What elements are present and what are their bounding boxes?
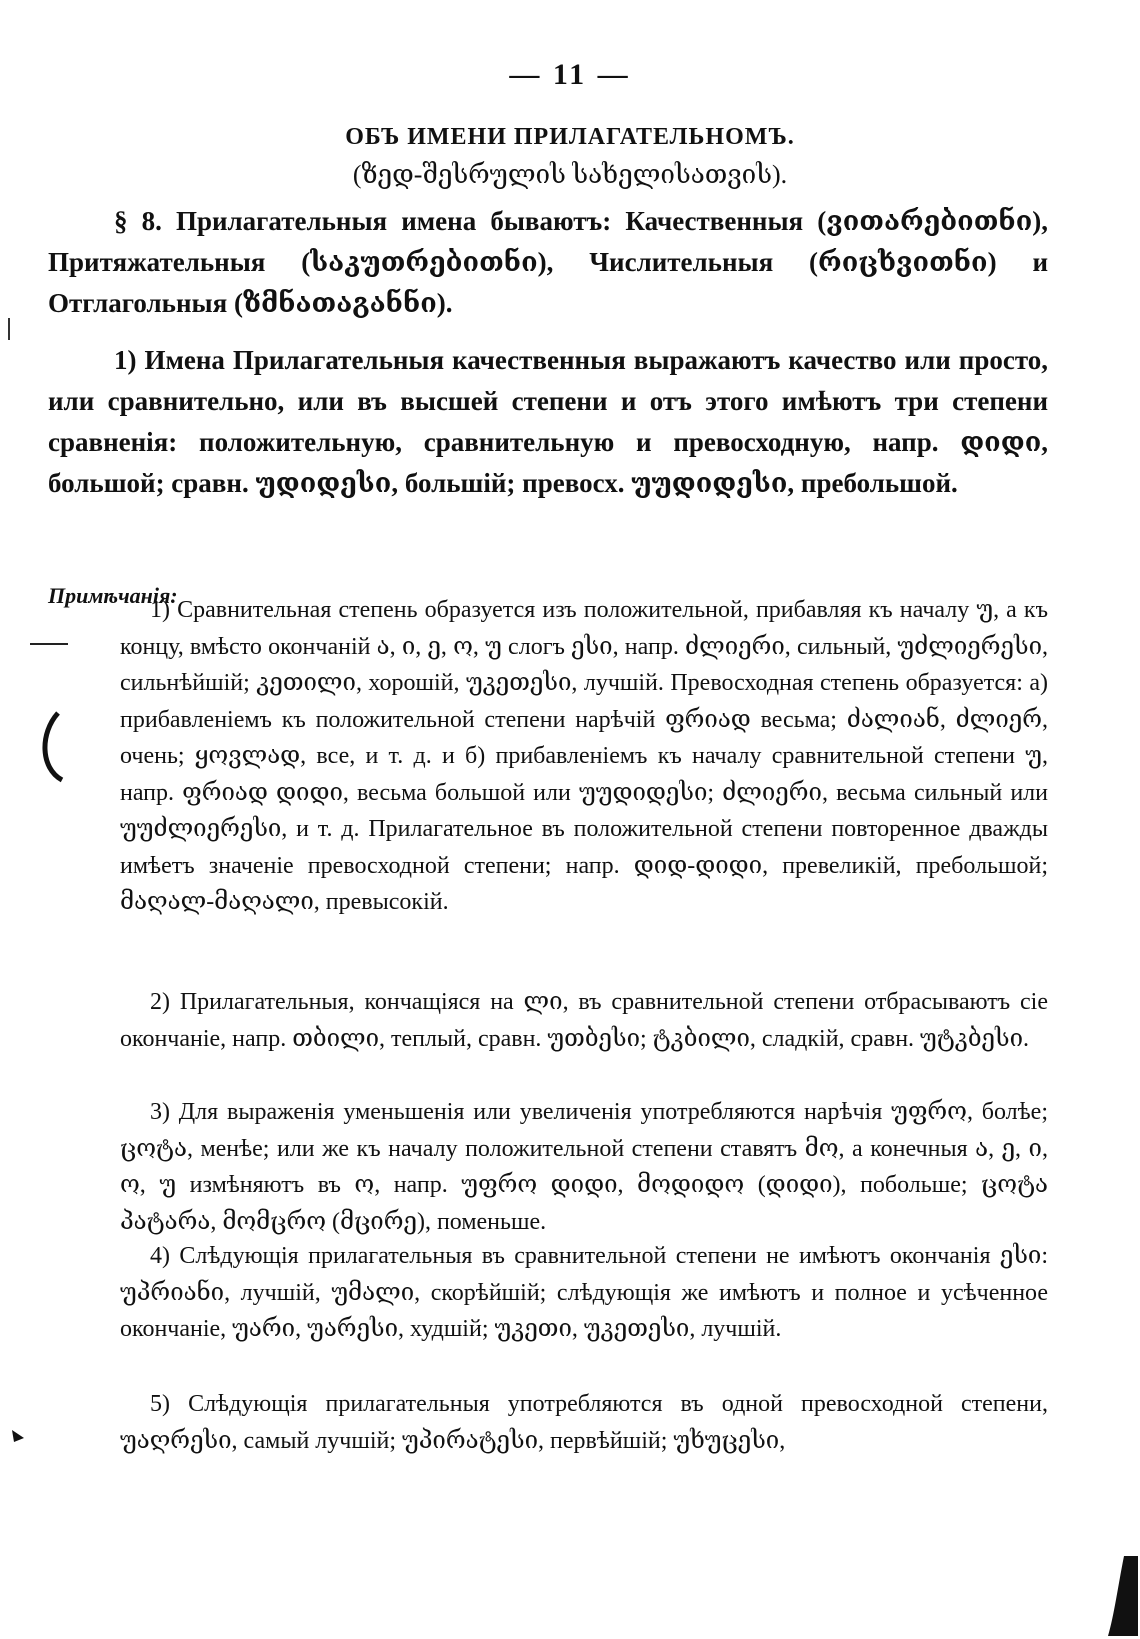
note-3: 3) Для выраженія уменьшенія или увеличенія употребляются нарѣчія უფრო, болѣе; ცოტა, менѣе; или же къ началу положительной степени ставятъ მო, а конечныя ა, ე, ი, ო, უ измѣняютъ въ ო, напр. უფრო დიდი, მოდიდო (დიდი), побольше; ცოტა პატარა, მომცრო (მცირე), поменьше. <box>120 1099 1048 1235</box>
page-corner-mark <box>1104 1556 1138 1636</box>
note-2: 2) Прилагательныя, кончащіяся на ლი, въ сравнительной степени отбрасываютъ сіе окончаніе, напр. თბილი, теплый, сравн. უთბესი; ტკბილი, сладкій, сравн. უტკბესი. <box>120 989 1048 1052</box>
page-number: — 11 — <box>509 58 631 91</box>
margin-tick <box>6 318 12 342</box>
paragraph-qualitative: 1) Имена Прилагательныя качественныя выражаютъ качество или просто, или сравнительно, или въ высшей степени и отъ этого имѣютъ три степени сравненія: положительную, сравнительную и превосходную, напр. დიდი, большой; сравн. უდიდესი, большій; превосх. უუდიდესი, пребольшой. <box>48 345 1048 498</box>
section-heading: ОБЪ ИМЕНИ ПРИЛАГАТЕЛЬНОМЪ. <box>345 124 795 150</box>
notes-title: Примѣчанія: <box>48 583 178 608</box>
section-subheading: (ზედ-შესრულის სახელისათვის). <box>352 160 788 189</box>
note-4: 4) Слѣдующія прилагательныя въ сравнительной степени не имѣютъ окончанія ესი: უპრიანი, лучшій, უმალი, скорѣйшій; слѣдующія же имѣютъ и полное и усѣченное окончаніе, უარი, უარესი, худшій; უკეთი, უკეთესი, лучшій. <box>120 1243 1048 1342</box>
margin-dot <box>10 1428 26 1444</box>
margin-mark <box>28 628 78 788</box>
note-5: 5) Слѣдующія прилагательныя употребляются въ одной превосходной степени, უაღრესი, самый лучшій; უპირატესი, первѣйшій; უხუცესი, <box>120 1391 1048 1454</box>
paragraph-section-8: § 8. Прилагательныя имена бываютъ: Качественныя (ვითარებითნი), Притяжательныя (საკუთრებითნი), Числительныя (რიცხვითნი) и Отглагольныя (ზმნათაგანნი). <box>48 206 1048 318</box>
note-1: 1) Сравнительная степень образуется изъ положительной, прибавляя къ началу უ, а къ концу, вмѣсто окончаній ა, ი, ე, ო, უ слогъ ესი, напр. ძლიერი, сильный, უძლიერესი, сильнѣйшій; კეთილი, хорошій, უკეთესი, лучшій. Превосходная степень образуется: а) прибавленіемъ къ положительной степени нарѣчій ფრიად весьма; ძალიან, ძლიერ, очень; ყოვლად, все, и т. д. и б) прибавленіемъ къ началу сравнительной степени უ, напр. ფრიად დიდი, весьма большой или უუდიდესი; ძლიერი, весьма сильный или უუძლიერესი, и т. д. Прилагательное въ положительной степени повторенное дважды имѣетъ значеніе превосходной степени; напр. დიდ-დიდი, превеликій, пребольшой; მაღალ-მაღალი, превысокій. <box>120 597 1048 915</box>
